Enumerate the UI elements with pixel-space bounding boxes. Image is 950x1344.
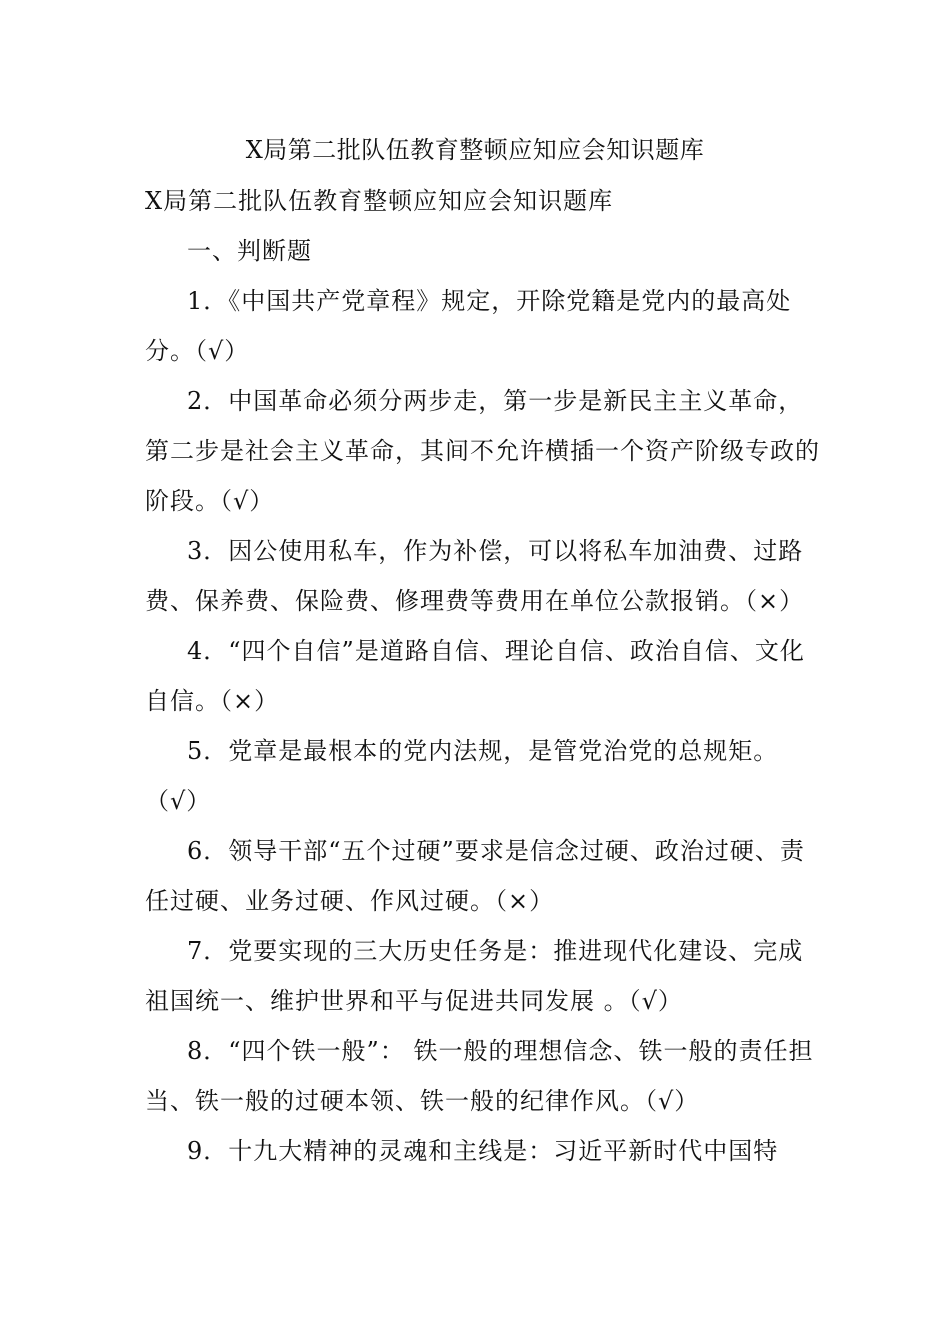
question-text: 领导干部“五个过硬”要求是信念过硬、政治过硬、责任过硬、业务过硬、作风过硬。 xyxy=(145,837,805,915)
question-7 xyxy=(145,926,825,1026)
question-number: 5． xyxy=(187,737,229,765)
question-number: 6． xyxy=(187,837,229,865)
question-answer: （×） xyxy=(745,587,805,615)
question-answer: （√） xyxy=(645,1087,700,1115)
question-answer: （√） xyxy=(628,987,683,1015)
question-answer: （×） xyxy=(220,687,280,715)
question-8 xyxy=(145,1026,825,1126)
question-answer: （×） xyxy=(495,887,555,915)
question-2 xyxy=(145,376,825,526)
question-3 xyxy=(145,526,825,626)
question-text: 因公使用私车，作为补偿，可以将私车加油费、过路费、保养费、保险费、修理费等费用在单位公款报销。 xyxy=(145,537,804,615)
question-number: 7． xyxy=(187,937,229,965)
question-number: 2． xyxy=(187,387,229,415)
question-text: 党要实现的三大历史任务是：推进现代化建设、完成祖国统一、维护世界和平与促进共同发展 。 xyxy=(145,937,804,1015)
question-1 xyxy=(145,276,825,376)
question-5 xyxy=(145,726,825,826)
question-number: 4． xyxy=(187,637,229,665)
question-number: 9． xyxy=(187,1137,229,1165)
question-6 xyxy=(145,826,825,926)
question-number: 8． xyxy=(187,1037,229,1065)
question-text: 中国革命必须分两步走，第一步是新民主主义革命，第二步是社会主义革命，其间不允许横插一个资产阶级专政的阶段。 xyxy=(145,387,820,515)
question-9 xyxy=(145,1126,825,1176)
document-body xyxy=(145,176,825,1176)
question-text: “四个铁一般”： 铁一般的理想信念、铁一般的责任担当、铁一般的过硬本领、铁一般的纪律作风。 xyxy=(145,1037,814,1115)
section-heading: 一、判断题 xyxy=(187,237,312,265)
question-text: “四个自信”是道路自信、理论自信、政治自信、文化自信。 xyxy=(145,637,805,715)
question-answer: （√） xyxy=(195,337,250,365)
question-number: 3． xyxy=(187,537,229,565)
question-text: 《中国共产党章程》规定，开除党籍是党内的最高处分。 xyxy=(145,287,792,365)
question-text: 党章是最根本的党内法规，是管党治党的总规矩。 xyxy=(228,737,779,765)
question-answer: （√） xyxy=(220,487,275,515)
question-text: 十九大精神的灵魂和主线是：习近平新时代中国特 xyxy=(228,1137,779,1165)
document-title: X局第二批队伍教育整顿应知应会知识题库 xyxy=(245,136,705,164)
question-answer: （√） xyxy=(145,787,212,815)
question-number: 1． xyxy=(187,287,229,315)
question-4 xyxy=(145,626,825,726)
document-subtitle: X局第二批队伍教育整顿应知应会知识题库 xyxy=(145,187,614,215)
